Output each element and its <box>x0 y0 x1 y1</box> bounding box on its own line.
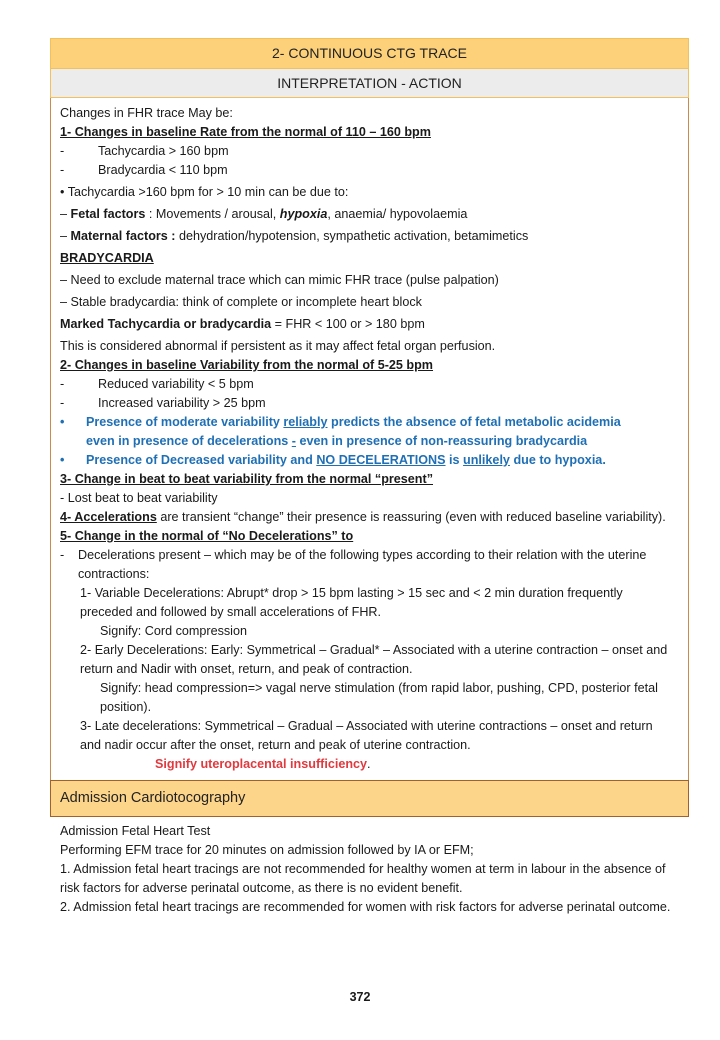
section-4-heading: 4- Accelerations <box>60 510 157 524</box>
bradycardia-heading: BRADYCARDIA <box>60 251 154 265</box>
document-page <box>50 38 689 917</box>
bullet-icon: • <box>60 415 65 429</box>
section-3-heading: 3- Change in beat to beat variability from the normal “present” <box>60 472 433 486</box>
dash-icon: – <box>60 229 71 243</box>
dash-icon: - <box>60 396 65 410</box>
section-1-heading: 1- Changes in baseline Rate from the normal of 110 – 160 bpm <box>60 125 431 139</box>
late-decelerations: 3- Late decelerations: Symmetrical – Gradual – Associated with uterine contractions – onset and return and nadir occur after the onset, return and peak of uterine contraction. <box>80 719 653 752</box>
section-4-text: are transient “change” their presence is reassuring (even with reduced baseline variability). <box>156 510 666 524</box>
list-item: Decelerations present – which may be of the following types according to their relation with the uterine contractions: <box>78 548 647 581</box>
early-signify: Signify: head compression=> vagal nerve stimulation (from rapid labor, pushing, CPD, posterior fetal position). <box>100 681 658 714</box>
marked-text: = FHR < 100 or > 180 bpm <box>271 317 425 331</box>
bullet-icon: • <box>60 453 65 467</box>
abnormal-note: This is considered abnormal if persistent as it may affect fetal organ perfusion. <box>60 339 496 353</box>
maternal-factors-label: Maternal factors : <box>70 229 176 243</box>
dash-icon: - <box>60 377 65 391</box>
list-item: - Lost beat to beat variability <box>60 491 218 505</box>
dash-icon: - <box>60 548 65 562</box>
dash-icon: - <box>291 434 296 448</box>
hypoxia-emphasis: hypoxia <box>279 207 328 221</box>
blue-note-text: Presence of Decreased variability and <box>86 453 317 467</box>
fetal-factors-label: Fetal factors <box>70 207 146 221</box>
dash-icon: – <box>60 207 71 221</box>
dash-icon: - <box>60 163 65 177</box>
bradycardia-item: – Stable bradycardia: think of complete or incomplete heart block <box>60 295 422 309</box>
reliably-emphasis: reliably <box>283 415 328 429</box>
tachy-causes: Tachycardia >160 bpm for > 10 min can be due to: <box>67 185 349 199</box>
late-signify: Signify uteroplacental insufficiency <box>155 757 368 771</box>
section-subtitle: INTERPRETATION - ACTION <box>50 69 689 98</box>
section-title: 2- CONTINUOUS CTG TRACE <box>50 38 689 69</box>
admission-heading: Admission Cardiotocography <box>50 780 689 817</box>
admission-line: Performing EFM trace for 20 minutes on admission followed by IA or EFM; <box>60 843 474 857</box>
admission-line: 2. Admission fetal heart tracings are recommended for women with risk factors for adverse perinatal outcome. <box>60 900 671 914</box>
blue-note-text: even in presence of decelerations <box>86 434 292 448</box>
admission-line: 1. Admission fetal heart tracings are not recommended for healthy women at term in labour in the absence of risk factors for adverse perinatal outcome, as there is no evident benefit. <box>60 862 666 895</box>
admission-line: Admission Fetal Heart Test <box>60 824 211 838</box>
section-2-heading: 2- Changes in baseline Variability from the normal of 5-25 bpm <box>60 358 434 372</box>
admission-body <box>50 817 689 917</box>
list-item: Bradycardia < 110 bpm <box>98 163 228 177</box>
no-decelerations-emphasis: NO DECELERATIONS <box>316 453 446 467</box>
bullet-icon: • <box>60 185 68 199</box>
fetal-factors-text: : Movements / arousal, <box>145 207 280 221</box>
variable-signify: Signify: Cord compression <box>100 624 247 638</box>
unlikely-emphasis: unlikely <box>463 453 510 467</box>
variable-decelerations: 1- Variable Decelerations: Abrupt* drop > 15 bpm lasting > 15 sec and < 2 min duration frequently preceded and followed by small accelerations of FHR. <box>80 586 623 619</box>
marked-label: Marked Tachycardia or bradycardia <box>60 317 272 331</box>
blue-note-text: due to hypoxia. <box>509 453 606 467</box>
intro-text: Changes in FHR trace May be: <box>60 106 233 120</box>
interpretation-body <box>50 98 689 780</box>
period: . <box>367 757 371 771</box>
blue-note-text: is <box>445 453 464 467</box>
dash-icon: - <box>60 144 65 158</box>
list-item: Reduced variability < 5 bpm <box>98 377 254 391</box>
page-number: 372 <box>349 990 371 1004</box>
bradycardia-item: – Need to exclude maternal trace which can mimic FHR trace (pulse palpation) <box>60 273 499 287</box>
section-5-heading: 5- Change in the normal of “No Decelerations” to <box>60 529 354 543</box>
maternal-factors-text: dehydration/hypotension, sympathetic activation, betamimetics <box>175 229 529 243</box>
blue-note-text: predicts the absence of fetal metabolic acidemia <box>327 415 621 429</box>
list-item: Tachycardia > 160 bpm <box>98 144 229 158</box>
blue-note-text: even in presence of non-reassuring bradycardia <box>295 434 588 448</box>
blue-note-text: Presence of moderate variability <box>86 415 284 429</box>
list-item: Increased variability > 25 bpm <box>98 396 266 410</box>
early-decelerations: 2- Early Decelerations: Early: Symmetrical – Gradual* – Associated with a uterine contraction – onset and return and Nadir with onset, return, and peak of contraction. <box>80 643 668 676</box>
fetal-factors-text: , anaemia/ hypovolaemia <box>327 207 468 221</box>
